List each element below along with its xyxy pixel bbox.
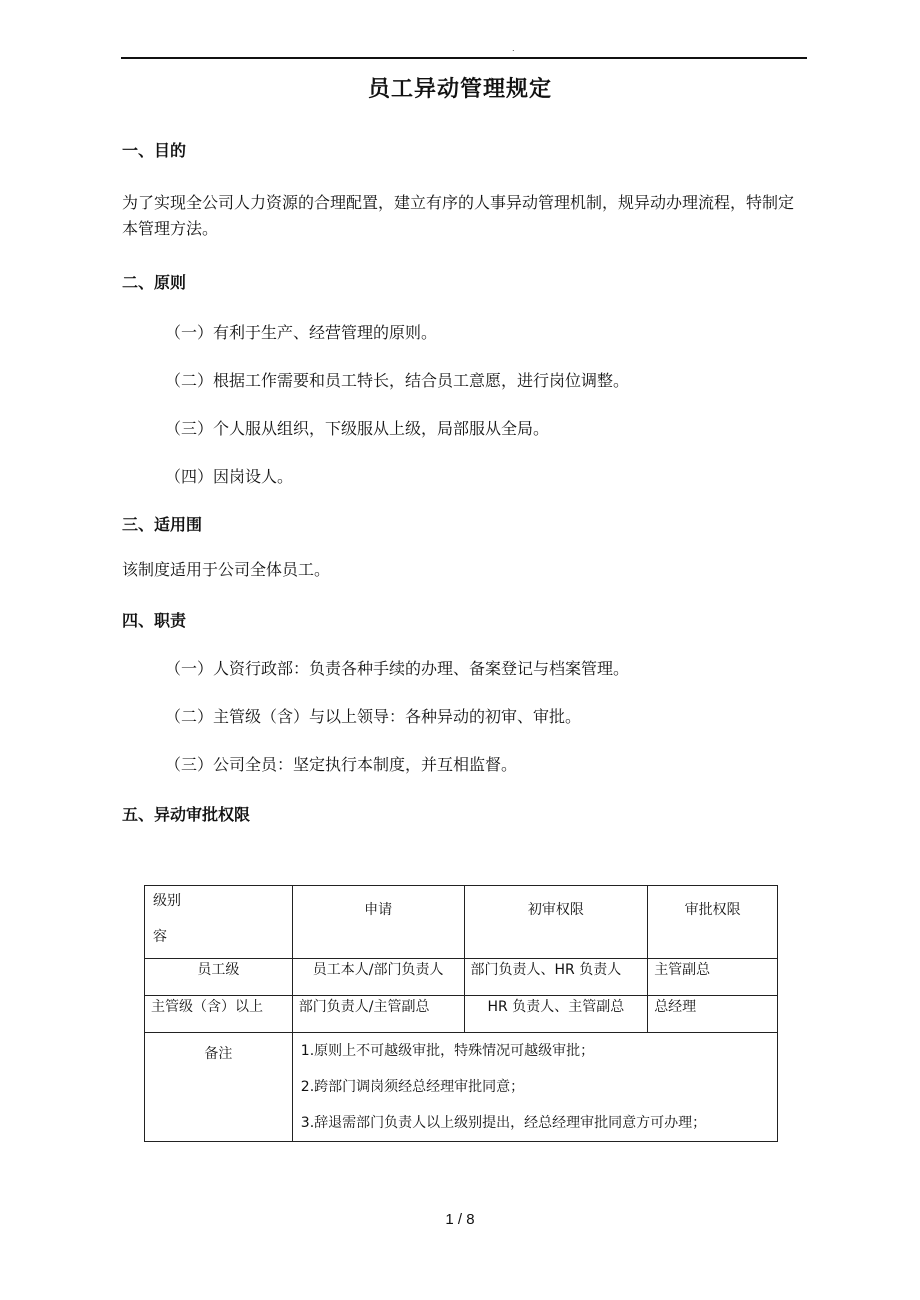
section-heading-approval: 五、异动审批权限 [122, 805, 251, 824]
principle-item: （三）个人服从组织，下级服从上级，局部服从全局。 [165, 419, 550, 438]
corner-label-bottom: 容 [153, 929, 167, 945]
section-heading-duties: 四、职责 [122, 611, 187, 630]
table-cell [464, 996, 648, 1033]
section-body-scope: 该制度适用于公司全体员工。 [122, 560, 331, 579]
cell-text: 部门负责人、HR 负责人 [470, 962, 622, 978]
cell-text: 总经理 [654, 999, 697, 1015]
note-item: 1.原则上不可越级审批，特殊情况可越级审批； [300, 1043, 595, 1059]
notes-label: 备注 [204, 1046, 233, 1062]
header-rule [121, 57, 807, 59]
principle-item: （四）因岗设人。 [165, 467, 294, 486]
section-heading-scope: 三、适用围 [122, 515, 203, 534]
column-header [292, 886, 464, 959]
notes-cell [292, 1033, 777, 1142]
header-mark: . [512, 44, 515, 53]
column-header [648, 886, 778, 959]
corner-label-top: 级别 [153, 893, 181, 909]
cell-text: 主管副总 [654, 962, 711, 978]
table-notes-row [145, 1033, 778, 1142]
principle-item: （一）有利于生产、经营管理的原则。 [165, 323, 438, 342]
note-item: 2.跨部门调岗须经总经理审批同意； [300, 1079, 525, 1095]
duty-item: （一）人资行政部：负责各种手续的办理、备案登记与档案管理。 [165, 659, 630, 678]
cell-text: 主管级（含）以上 [151, 999, 263, 1015]
note-item: 3.辞退需部门负责人以上级别提出，经总经理审批同意方可办理； [300, 1115, 707, 1131]
cell-text: HR 负责人、主管副总 [487, 999, 625, 1015]
table-cell [292, 996, 464, 1033]
table-cell [292, 959, 464, 996]
cell-text: 部门负责人/主管副总 [298, 999, 430, 1015]
table-cell [648, 959, 778, 996]
table-cell [648, 996, 778, 1033]
corner-cell [145, 886, 293, 959]
cell-text: 员工级 [197, 962, 240, 978]
notes-label-cell [145, 1033, 293, 1142]
table-cell-level [145, 959, 293, 996]
column-header-apply: 申请 [364, 902, 393, 918]
duty-item: （三）公司全员：坚定执行本制度，并互相监督。 [165, 755, 518, 774]
document-title: 员工异动管理规定 [367, 77, 552, 102]
table-row [145, 959, 778, 996]
section-heading-purpose: 一、目的 [122, 141, 187, 160]
column-header-initial-review: 初审权限 [527, 902, 584, 918]
approval-table [144, 885, 778, 1142]
cell-text: 员工本人/部门负责人 [312, 962, 444, 978]
section-body-purpose: 为了实现全公司人力资源的合理配置，建立有序的人事异动管理机制，规异动办理流程，特制定本管理方法。 [122, 193, 795, 238]
column-header-approval: 审批权限 [684, 902, 741, 918]
page-number: 1 / 8 [445, 1211, 475, 1228]
table-header-row [145, 886, 778, 959]
table-cell-level [145, 996, 293, 1033]
principle-item: （二）根据工作需要和员工特长，结合员工意愿，进行岗位调整。 [165, 371, 630, 390]
table-row [145, 996, 778, 1033]
duty-item: （二）主管级（含）与以上领导：各种异动的初审、审批。 [165, 707, 582, 726]
section-heading-principles: 二、原则 [122, 273, 187, 292]
column-header [464, 886, 648, 959]
table-cell [464, 959, 648, 996]
